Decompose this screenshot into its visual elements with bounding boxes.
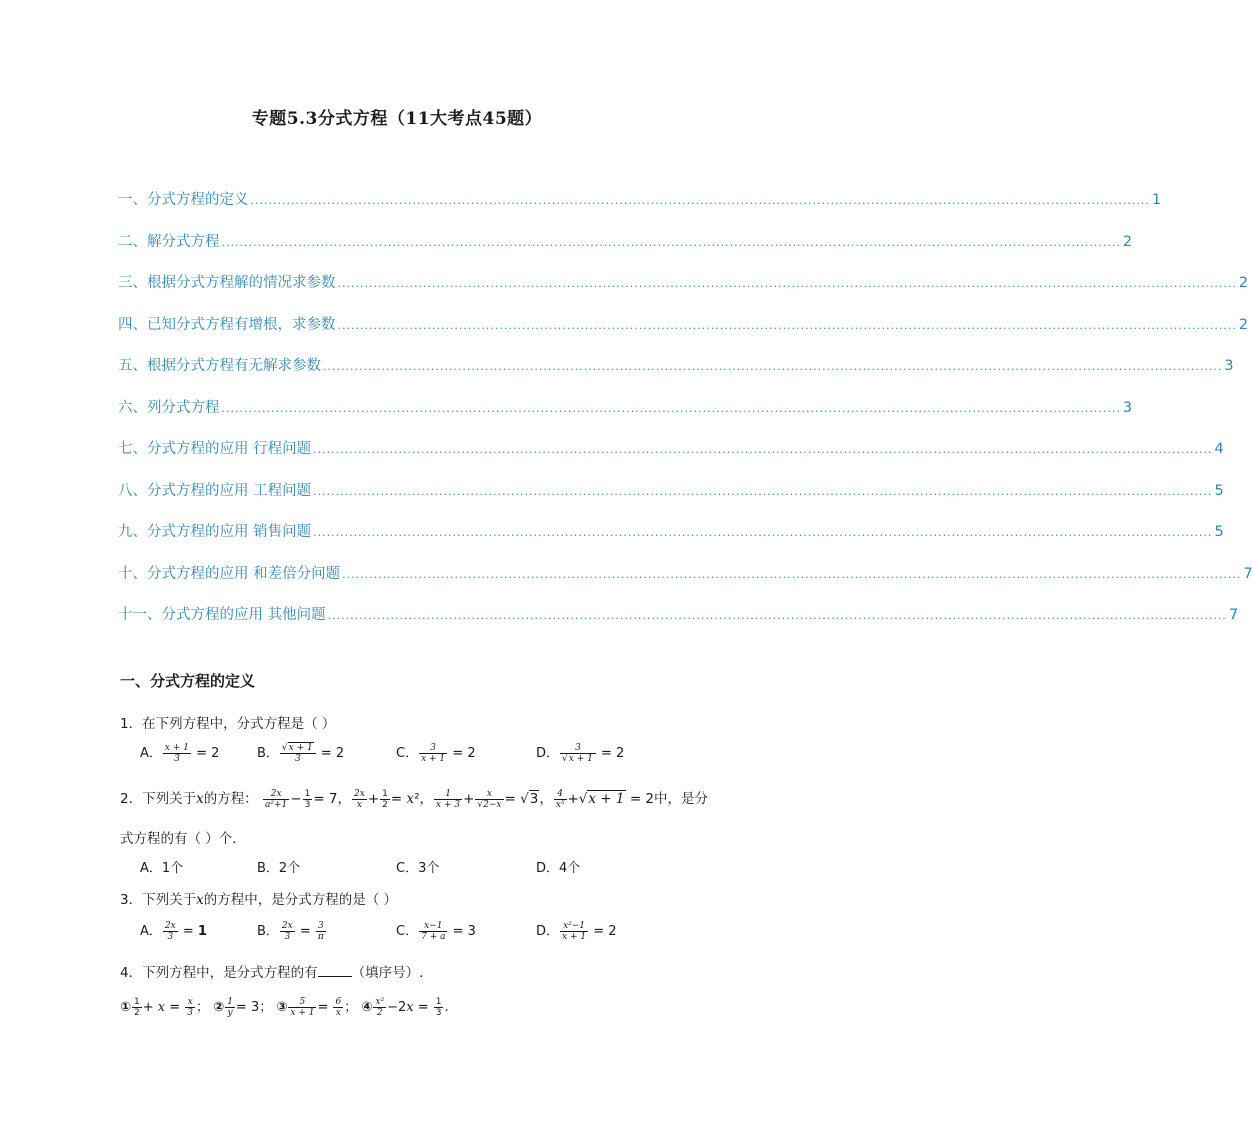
option-c: C．3个 [396,861,440,876]
toc-item-page: 4 [1214,441,1224,457]
toc-leader-dots: ........................................................................................................................................................................................................ [337,277,1237,290]
option-b: B． $\frac{2x}{3}$ = $\frac{3}{\pi}$ [257,921,324,942]
toc-item-page: 5 [1214,524,1224,540]
toc-item-page: 7 [1243,565,1253,582]
toc-leader-dots: ........................................................................................................................................................................................................ [313,484,1213,498]
toc-item[interactable] [118,603,1239,645]
toc-item[interactable] [118,230,1133,272]
question-3-stem: 3．下列关于x的方程中，是分式方程的是（ ） [120,892,398,908]
question-3-options [140,920,660,950]
option-b: B． $\frac{√x + 1}{3}$ = 2 [257,743,345,764]
toc-item-page: 7 [1228,607,1239,623]
toc-leader-dots: ........................................................................................................................................................................................................ [313,443,1213,456]
option-c: C． $\frac{x-1}{7 + a}$ = 3 [396,921,476,942]
toc-item-label: 五、根据分式方程有无解求参数 [118,358,321,374]
option-a: A． $\frac{2x}{3}$ = 1 [140,921,207,942]
toc-item[interactable] [118,313,1249,355]
question-2-options [140,857,660,877]
option-d: D．4个 [536,861,581,876]
option-a: A． $\frac{x + 1}{3}$ = 2 [140,743,220,764]
toc-item[interactable] [118,354,1234,396]
option-d: D． $\frac{\text{x²−1}}{x + 1}$ = 2 [536,921,617,942]
toc-item-label: 九、分式方程的应用 销售问题 [118,524,312,540]
toc-item-page: 2 [1122,233,1133,250]
toc-leader-dots: ........................................................................................................................................................................................................ [313,526,1213,539]
toc-leader-dots: ........................................................................................................................................................................................................ [221,401,1121,415]
option-a: A．1个 [140,861,184,876]
toc-item[interactable] [118,479,1224,521]
toc-leader-dots: ........................................................................................................................................................................................................ [250,194,1150,207]
question-2-stem: 2．下列关于x的方程： $\frac{2x}{\text{a²+1}}$ − $\frac{1}{3}$ = 7， $\frac{2x}{x}$ + $\frac{1}{2}$ = x²， $\frac{1}{x + 3}$ + $\frac{x}{√2-x}$ = √3， $\frac{4}{\text{x⁵}}$ +√x + 1 = 2中，是分 [120,788,709,810]
answer-blank[interactable] [318,976,352,977]
toc-leader-dots: ........................................................................................................................................................................................................ [323,360,1223,373]
toc-leader-dots: ........................................................................................................................................................................................................ [221,235,1121,249]
toc-item[interactable] [118,437,1224,479]
toc-item-label: 二、解分式方程 [118,233,220,250]
toc-item-page: 3 [1224,358,1234,374]
toc-item[interactable] [118,188,1162,230]
toc-item-label: 八、分式方程的应用 工程问题 [118,482,312,499]
toc-item-label: 四、已知分式方程有增根，求参数 [118,316,336,333]
toc-item-label: 十一、分式方程的应用 其他问题 [118,607,326,623]
toc-item[interactable] [118,396,1133,438]
question-1-options [140,742,660,772]
toc-item[interactable] [118,562,1253,604]
question-1-stem: 1．在下列方程中，分式方程是（ ） [120,716,336,732]
option-d: D． $\frac{3}{√x + 1}$ = 2 [536,743,625,764]
toc-leader-dots: ........................................................................................................................................................................................................ [337,318,1237,332]
toc-item-label: 六、列分式方程 [118,399,220,416]
toc-item-label: 七、分式方程的应用 行程问题 [118,441,312,457]
toc-item-page: 3 [1122,399,1133,416]
toc-item[interactable] [118,271,1249,313]
document-title: 专题5.3分式方程（11大考点45题） [251,109,543,129]
toc-item-page: 5 [1214,482,1224,499]
toc-leader-dots: ........................................................................................................................................................................................................ [327,609,1227,622]
question-4-items: ① $\frac{1}{2}$ + x = $\frac{x}{3}$ ； ② $\frac{1}{y}$ = 3； ③ $\frac{5}{x + 1}$ = $\frac{6}{x}$ ； ④ $\frac{\text{x²}}{2}$ −2x = $\frac{1}{3}$ . [120,997,449,1018]
option-c: C． $\frac{3}{x + 1}$ = 2 [396,743,476,764]
toc-item-label: 三、根据分式方程解的情况求参数 [118,275,336,291]
toc-item-page: 1 [1151,192,1162,208]
table-of-contents [118,188,1253,645]
toc-leader-dots: ........................................................................................................................................................................................................ [342,567,1242,581]
question-4-stem: 4．下列方程中，是分式方程的有 （填序号）. [120,965,424,981]
toc-item[interactable] [118,520,1224,562]
section-heading: 一、分式方程的定义 [120,672,256,690]
question-2-stem-line2: 式方程的有（ ）个． [120,831,246,847]
toc-item-label: 十、分式方程的应用 和差倍分问题 [118,565,341,582]
toc-item-page: 2 [1238,275,1249,291]
option-b: B．2个 [257,861,301,876]
toc-item-label: 一、分式方程的定义 [118,192,249,208]
toc-item-page: 2 [1238,316,1249,333]
